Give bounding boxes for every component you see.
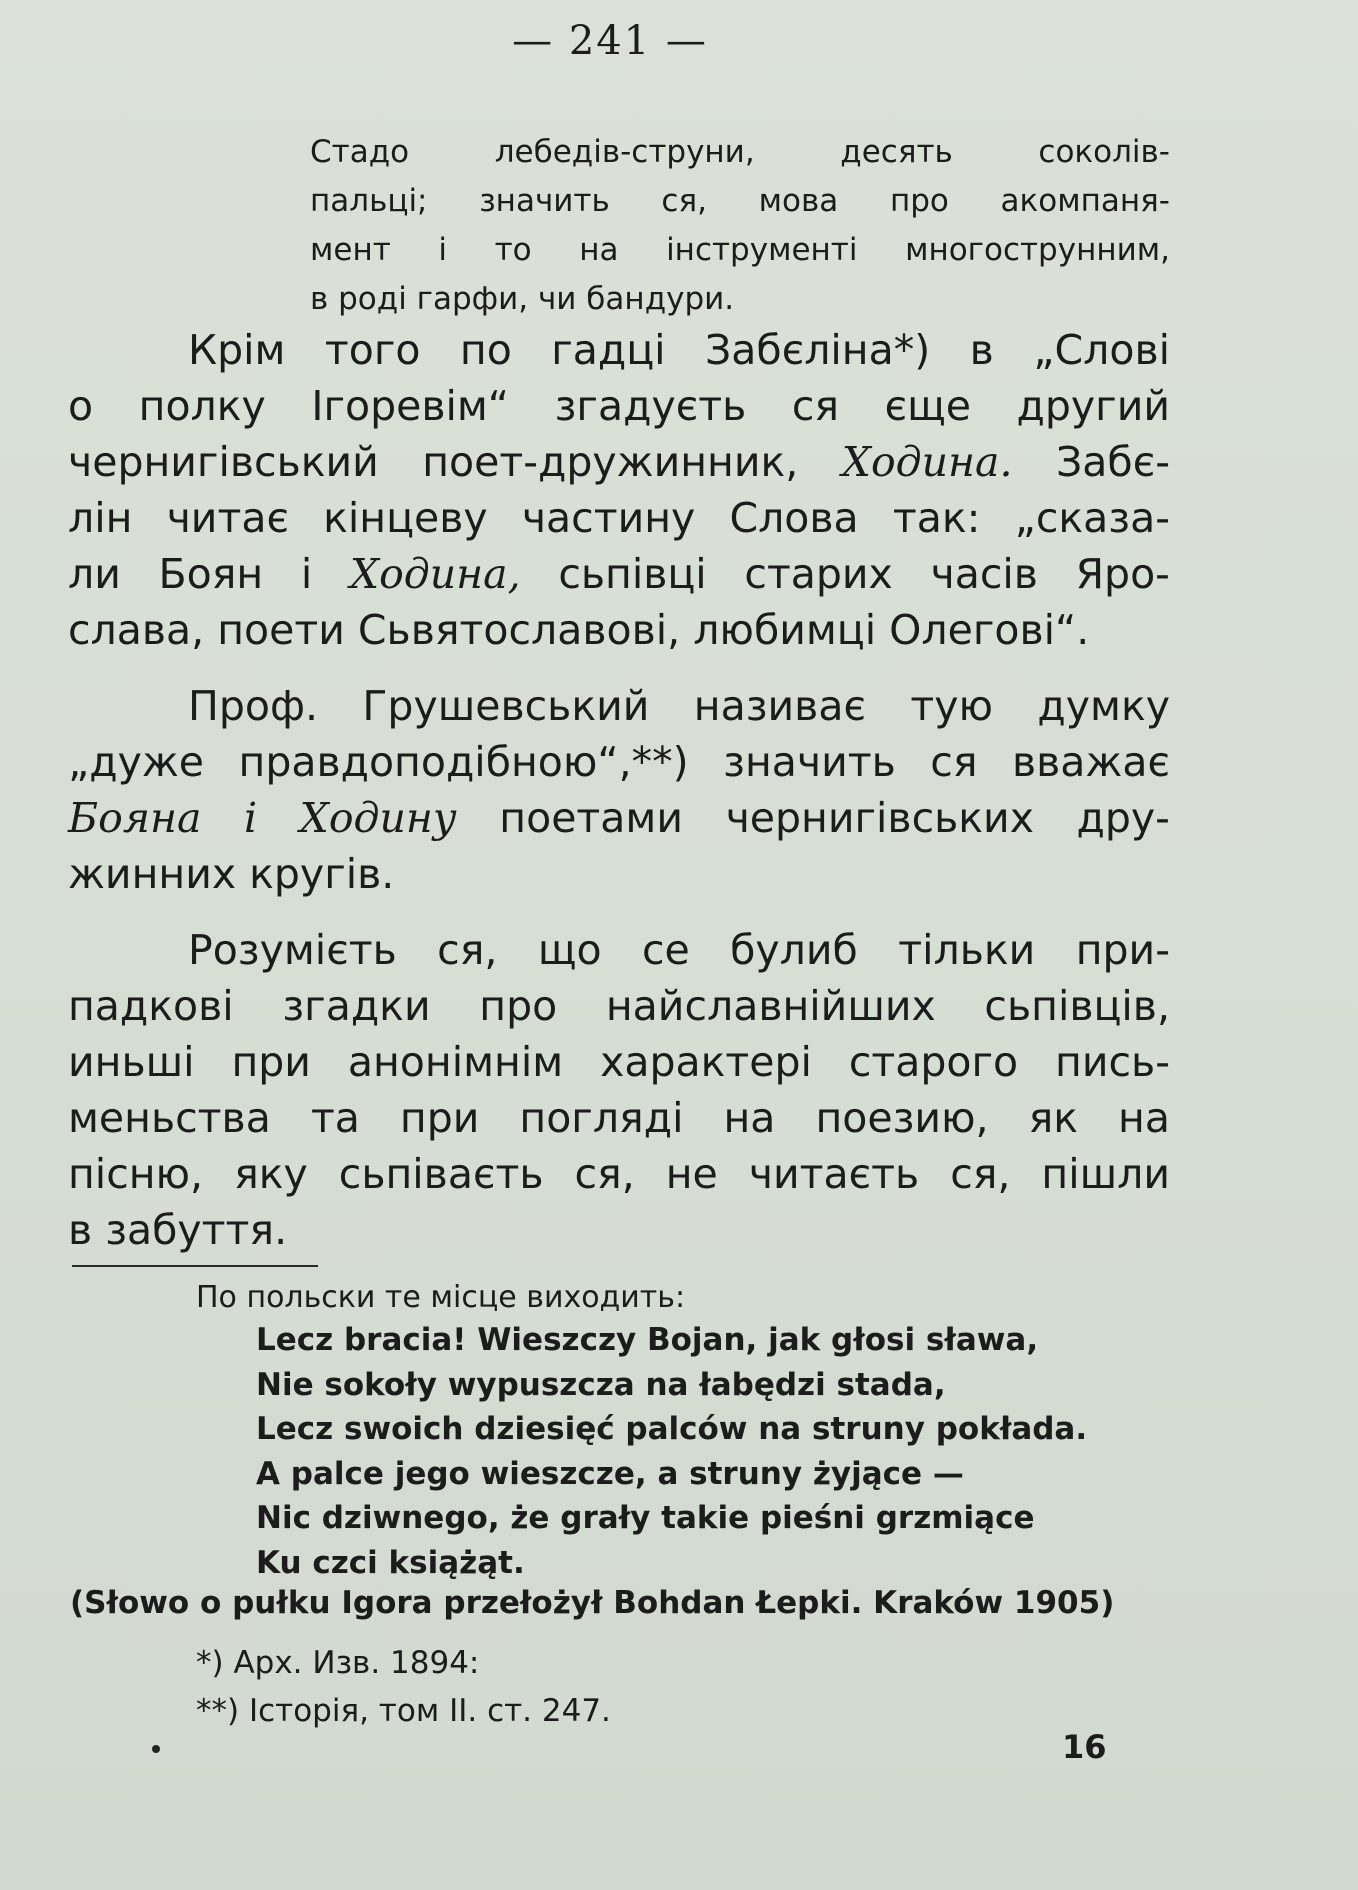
paragraph-3 [68, 922, 1170, 1258]
text-line: слава, поети Сьвятославові, любимці Олегові“. [68, 606, 1090, 654]
footnote-1: *) Арх. Изв. 1894: [196, 1645, 480, 1681]
text-line: о полку Ігоревім“ згадуєть ся єще другий [68, 382, 1170, 430]
footnote-intro: По польски те місце виходить: [196, 1280, 686, 1315]
signature-mark: 16 [1062, 1728, 1107, 1766]
poem-line: Nie sokoły wypuszcza na łabędzi stada, [256, 1366, 946, 1403]
italic-name: Бояна і Ходину [68, 794, 457, 842]
text-line: пісню, яку сьпіваєть ся, не читаєть ся, пішли [68, 1150, 1170, 1198]
text-line: в забуття. [68, 1206, 288, 1254]
main-text [68, 322, 1170, 1278]
epigraph-line: пальці; значить ся, мова про акомпаня- [310, 183, 1170, 219]
polish-poem [256, 1318, 1087, 1585]
text-line: ли Боян і Ходина, сьпівці старих часів Яро- [68, 550, 1170, 598]
paragraph-1 [68, 322, 1170, 658]
print-speck [152, 1745, 160, 1753]
poem-line: Lecz bracia! Wieszczy Bojan, jak głosi sława, [256, 1322, 1039, 1358]
text-line: лін читає кінцеву частину Слова так: „сказа- [68, 494, 1170, 542]
text-line: Бояна і Ходину поетами чернигівських дру- [68, 794, 1170, 842]
footnote-divider [72, 1265, 318, 1267]
poem-line: A palce jego wieszcze, a struny żyjące — [256, 1455, 964, 1492]
text-line: Крім того по гадці Забєліна*) в „Слові [188, 326, 1170, 374]
page-number: — 241 — [512, 18, 708, 64]
text-line: „дуже правдоподібною“,**) значить ся вважає [68, 738, 1170, 786]
italic-name: Ходина, [349, 550, 521, 598]
text-line: Розумієть ся, що се булиб тільки при- [188, 926, 1170, 974]
epigraph-line: в роді гарфи, чи бандури. [310, 281, 735, 317]
epigraph-line: мент і то на інструменті многострунним, [310, 232, 1170, 268]
text-line: Проф. Грушевський називає тую думку [188, 682, 1170, 730]
text-line: жинних кругів. [68, 850, 395, 898]
text-line: иньші при анонімнім характері старого пись- [68, 1038, 1170, 1086]
poem-line: Ku czci książąt. [256, 1544, 525, 1581]
footnote-2: **) Історія, том II. ст. 247. [196, 1693, 611, 1729]
poem-source: (Słowo o pułku Igora przełożył Bohdan Łepki. Kraków 1905) [70, 1585, 1115, 1621]
poem-line: Lecz swoich dziesięć palców na struny pokłada. [256, 1411, 1088, 1447]
text-line: меньства та при погляді на поезию, як на [68, 1094, 1170, 1142]
italic-name: Ходина. [841, 438, 1013, 486]
text-line: падкові згадки про найславнійших сьпівців, [68, 982, 1170, 1030]
epigraph-block [310, 128, 1170, 324]
text-line: чернигівський поет-дружинник, Ходина. Забє- [68, 438, 1170, 486]
poem-line: Nic dziwnego, że grały takie pieśni grzmiące [256, 1500, 1035, 1536]
epigraph-line: Стадо лебедів-струни, десять соколів- [310, 134, 1170, 170]
paragraph-2 [68, 678, 1170, 902]
